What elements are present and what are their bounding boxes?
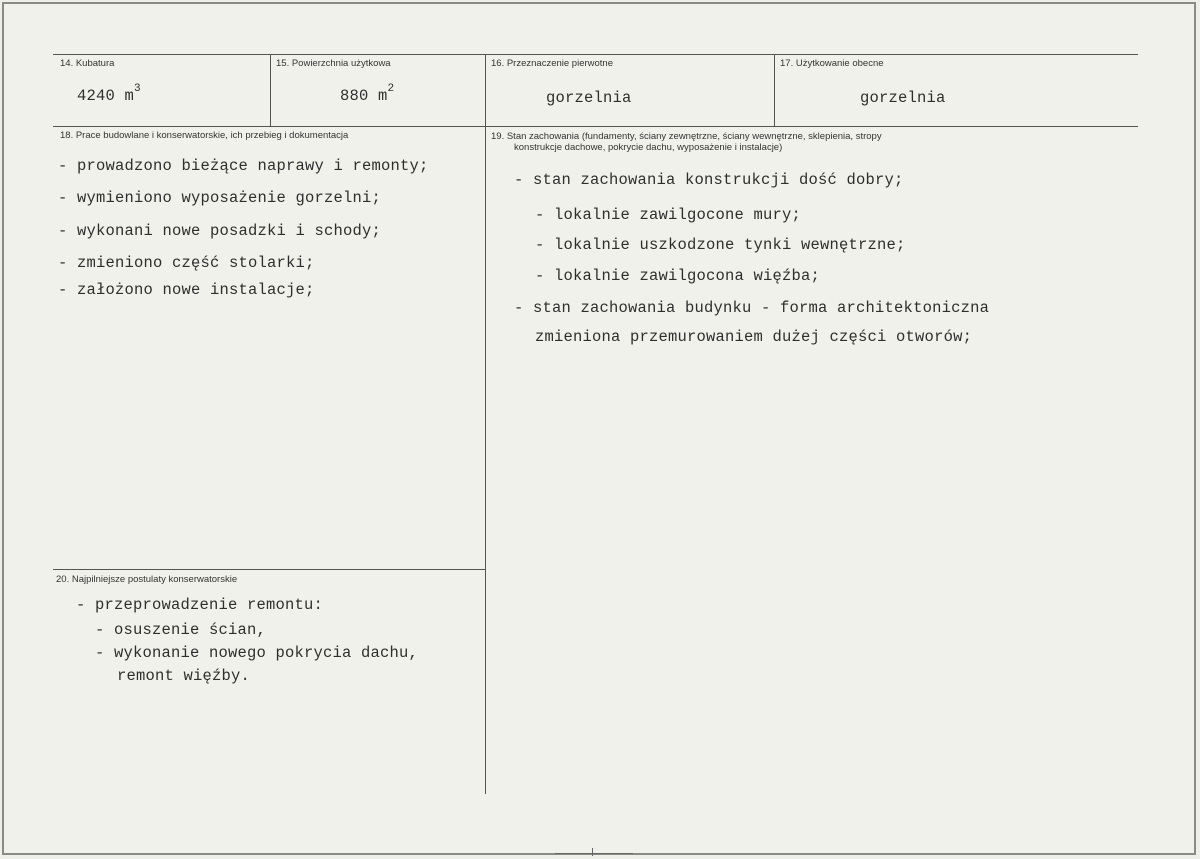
rule-v3 <box>774 54 775 126</box>
field-20-line: remont więźby. <box>117 667 251 685</box>
field-18-line: - wymieniono wyposażenie gorzelni; <box>58 189 382 207</box>
bottom-edge-mark <box>555 853 633 854</box>
field-17-value: gorzelnia <box>860 89 946 107</box>
field-16-value: gorzelnia <box>546 89 632 107</box>
field-20-line: - wykonanie nowego pokrycia dachu, <box>95 644 419 662</box>
field-18-line: - wykonani nowe posadzki i schody; <box>58 222 382 240</box>
field-14-exponent: 3 <box>134 83 141 95</box>
field-16-label: 16. Przeznaczenie pierwotne <box>491 58 613 69</box>
field-15-value-text: 880 m <box>340 87 388 106</box>
field-20-line: - osuszenie ścian, <box>95 621 267 639</box>
field-18-line: - zmieniono część stolarki; <box>58 254 315 272</box>
field-19-line: - lokalnie zawilgocona więźba; <box>535 267 821 285</box>
field-19-line: - lokalnie uszkodzone tynki wewnętrzne; <box>535 236 906 254</box>
field-14-value <box>77 83 141 106</box>
rule-top <box>53 54 1138 55</box>
rule-v2 <box>485 54 486 794</box>
field-20-line: - przeprowadzenie remontu: <box>76 596 324 614</box>
field-19-line: - stan zachowania budynku - forma architektoniczna <box>514 299 990 317</box>
field-15-exponent: 2 <box>387 83 395 95</box>
field-19-line: zmieniona przemurowaniem dużej części otworów; <box>535 328 973 346</box>
field-20-label: 20. Najpilniejsze postulaty konserwatorskie <box>56 574 238 585</box>
field-15-value <box>340 83 395 106</box>
field-14-label: 14. Kubatura <box>60 58 115 69</box>
bottom-edge-tick <box>592 848 593 856</box>
field-18-label: 18. Prace budowlane i konserwatorskie, ich przebieg i dokumentacja <box>60 130 349 141</box>
field-18-line: - prowadzono bieżące naprawy i remonty; <box>58 157 429 175</box>
rule-v1 <box>270 54 271 126</box>
field-15-label: 15. Powierzchnia użytkowa <box>276 58 391 69</box>
field-19-line: - stan zachowania konstrukcji dość dobry; <box>514 171 904 189</box>
rule-row2-bottom <box>53 569 485 570</box>
field-19-line: - lokalnie zawilgocone mury; <box>535 206 802 224</box>
rule-row1-bottom <box>53 126 1138 127</box>
field-19-label-line1: 19. Stan zachowania (fundamenty, ściany zewnętrzne, ściany wewnętrzne, sklepienia, stropy <box>491 131 882 142</box>
field-14-value-text: 4240 m <box>77 87 135 106</box>
field-17-label: 17. Użytkowanie obecne <box>780 58 884 69</box>
field-19-label-line2: konstrukcje dachowe, pokrycie dachu, wyposażenie i instalacje) <box>514 142 783 153</box>
field-18-line: - założono nowe instalacje; <box>58 281 315 299</box>
